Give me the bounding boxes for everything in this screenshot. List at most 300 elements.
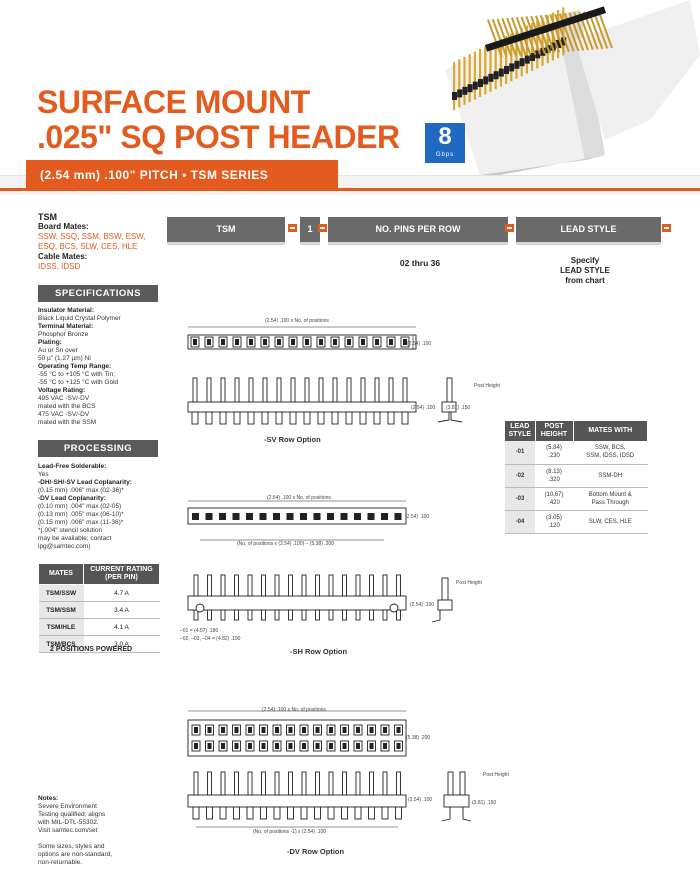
lead-cell-text: -04: [515, 518, 525, 525]
proc-key: -DV Lead Coplanarity:: [38, 495, 106, 502]
spec-key: Plating:: [38, 339, 62, 346]
lead-cell-text: (10.67): [544, 491, 564, 498]
dv-lead: [328, 807, 334, 819]
sh-lead: [329, 610, 333, 620]
lead-cell-text: SSW, BCS,: [594, 445, 626, 452]
lead-cell-text: (8.13): [546, 468, 562, 475]
sv-lead: [388, 412, 394, 424]
proc-value: Yes: [38, 471, 49, 478]
sh-end-pin: [442, 578, 448, 600]
spec-key: Insulator Material:: [38, 307, 94, 314]
photo-pin: [474, 52, 476, 100]
sh-lead: [208, 610, 212, 620]
sh-post-end: [381, 513, 388, 520]
sv-post: [263, 339, 267, 345]
post-height-cell: [535, 464, 573, 487]
photo-insulator: [494, 71, 499, 79]
dv-pin: [275, 772, 279, 795]
sv-pin: [319, 378, 323, 402]
series-name: TSM: [38, 212, 57, 222]
dv-end-foot: [442, 807, 471, 821]
sv-side-body: [188, 402, 416, 412]
sh-lead: [370, 610, 374, 620]
dv-pin: [235, 772, 239, 795]
sh-post-end: [287, 513, 294, 520]
dv-lead: [369, 807, 375, 819]
sv-post: [291, 339, 295, 345]
dv-end-body: [444, 795, 469, 807]
dim-538-dv: (5.38) .200: [406, 735, 431, 741]
table-row: [505, 464, 648, 487]
table-row: [39, 602, 160, 619]
dv-pin: [221, 772, 225, 795]
dv-lead: [396, 807, 402, 819]
pn-dash: [288, 224, 297, 232]
lead-cell-text: .420: [548, 499, 560, 506]
sh-pin: [370, 575, 374, 596]
spec-key: Terminal Material:: [38, 323, 94, 330]
lead-note-3: from chart: [565, 276, 605, 285]
dv-lead: [234, 807, 240, 819]
dv-lead: [274, 807, 280, 819]
spec-value: 475 VAC -SV/-DV: [38, 411, 90, 418]
sv-lead: [220, 412, 226, 424]
dv-post: [302, 743, 306, 749]
sv-lead: [304, 412, 310, 424]
sv-post: [347, 339, 351, 345]
dv-post: [221, 727, 225, 733]
dv-post: [235, 727, 239, 733]
sv-post: [319, 339, 323, 345]
rating-header-mates: MATES: [39, 564, 84, 585]
lead-cell-text: (5.84): [546, 445, 562, 452]
dv-post: [289, 727, 293, 733]
spec-value: Phosphor Bronze: [38, 331, 89, 338]
dv-post: [356, 743, 360, 749]
rating-value: 3.4 A: [84, 602, 160, 619]
table-row: [39, 585, 160, 602]
proc-key: Lead-Free Solderable:: [38, 463, 107, 470]
rating-mate: TSM/SSW: [39, 585, 84, 602]
dv-pin: [343, 772, 347, 795]
lead-cell-text: SSM, IDSS, IDSD: [586, 453, 635, 460]
notes-line: with MIL-DTL-55302.: [38, 819, 99, 826]
photo-insulator: [520, 58, 525, 66]
badge-sub: Gbps: [435, 152, 455, 158]
sh-lead: [383, 610, 387, 620]
photo-pin: [484, 46, 486, 94]
proc-value: (0.15 mm) .006" max (02-36)*: [38, 487, 124, 494]
sv-post: [305, 339, 309, 345]
dv-lead: [342, 807, 348, 819]
post-height-cell: [535, 441, 573, 464]
dv-post: [316, 743, 320, 749]
sh-post-end: [273, 513, 280, 520]
sh-pin: [397, 575, 401, 596]
rating-value: 3.0 A: [84, 636, 160, 653]
dv-post: [248, 743, 252, 749]
dv-post: [221, 743, 225, 749]
sv-pin: [375, 378, 379, 402]
dv-pin: [289, 772, 293, 795]
dim-254-dv: (2.54) .100: [408, 797, 433, 803]
dv-post: [356, 727, 360, 733]
dv-post: [370, 743, 374, 749]
notes-label: Notes:: [38, 795, 59, 802]
spec-value: Au or Sn over: [38, 347, 78, 354]
notes-line: Severe Environment: [38, 803, 97, 810]
notes-line: Testing qualified; aligns: [38, 811, 106, 818]
notes-line: options are non-standard,: [38, 851, 113, 858]
proc-value: *(.004" stencil solution: [38, 527, 103, 534]
sv-caption: -SV Row Option: [264, 435, 321, 444]
rating-header-current: CURRENT RATING (PER PIN): [84, 564, 160, 585]
sv-post: [333, 339, 337, 345]
lead-cell-text: (3.05): [546, 514, 562, 521]
badge-number: 8: [438, 123, 452, 150]
spec-value: Black Liquid Crystal Polymer: [38, 315, 121, 322]
sh-end-body: [438, 600, 452, 610]
current-rating-table: [38, 563, 160, 653]
dv-post: [383, 743, 387, 749]
sh-caption: -SH Row Option: [290, 647, 348, 656]
photo-insulator: [468, 84, 473, 92]
sv-post: [249, 339, 253, 345]
dv-post: [289, 743, 293, 749]
sv-lead: [192, 412, 198, 424]
pn-dash: [318, 224, 327, 232]
sv-pin: [277, 378, 281, 402]
photo-insulator: [514, 61, 519, 69]
lead-cell-text: Bottom Mount &: [588, 491, 632, 498]
dv-post: [194, 743, 198, 749]
sh-peg: [390, 604, 398, 612]
sh-post-end: [300, 513, 307, 520]
mates-with-cell: [573, 464, 648, 487]
dv-post: [329, 743, 333, 749]
sv-lead: [234, 412, 240, 424]
sv-end-foot: [438, 412, 462, 422]
sv-lead: [374, 412, 380, 424]
sv-pin: [389, 378, 393, 402]
lead-cell-text: .120: [548, 522, 560, 529]
sv-lead: [248, 412, 254, 424]
sh-lead: [302, 610, 306, 620]
sv-pin: [221, 378, 225, 402]
sh-lead: [397, 610, 401, 620]
proc-value: (0.10 mm) .004" max (02-05): [38, 503, 122, 510]
notes-line: Some sizes, styles and: [38, 843, 105, 850]
sh-side-body: [188, 596, 406, 610]
proc-value: (0.15 mm) .006" max (11-36)*: [38, 519, 124, 526]
dv-end-pin: [460, 772, 465, 795]
sv-lead: [276, 412, 282, 424]
dv-post: [397, 727, 401, 733]
lead-cell-text: SLW, CES, HLE: [588, 518, 632, 525]
dv-post: [235, 743, 239, 749]
title-line-1: SURFACE MOUNT: [37, 84, 310, 120]
notes-line: Visit samtec.com/set: [38, 827, 98, 834]
dv-post: [397, 743, 401, 749]
sv-lead: [346, 412, 352, 424]
sv-post: [389, 339, 393, 345]
sv-pin: [291, 378, 295, 402]
photo-pin: [458, 59, 460, 107]
photo-insulator: [452, 92, 457, 100]
sh-pin: [235, 575, 239, 596]
sh-pin: [262, 575, 266, 596]
dv-post: [316, 727, 320, 733]
photo-insulator: [478, 79, 483, 87]
rating-mate: TSM/BCS: [39, 636, 84, 653]
proc-value: (0.13 mm) .005" max (06-10)*: [38, 511, 124, 518]
dim-381-dv: (3.81) .150: [472, 800, 497, 806]
dim-254-sv: (2.54) .100: [407, 341, 432, 347]
lead-cell-text: Pass Through: [591, 499, 629, 506]
table-row: [505, 487, 648, 510]
dv-caption: -DV Row Option: [287, 847, 345, 856]
spec-value: 50 µ" (1.27 µm) Ni: [38, 355, 91, 362]
lead-header-height: POST HEIGHT: [535, 421, 573, 441]
pn-rows-box: 1: [300, 217, 320, 242]
lead-cell-text: .230: [548, 453, 560, 460]
dv-lead: [301, 807, 307, 819]
photo-insulator: [488, 74, 493, 82]
dim-381-sv: (3.81) .150: [446, 405, 471, 411]
dv-pin: [356, 772, 360, 795]
board-mates-2: ESQ, BCS, SLW, CES, HLE: [38, 242, 138, 251]
sh-pin: [302, 575, 306, 596]
notes-block: [38, 795, 158, 867]
photo-pin: [479, 49, 481, 97]
lead-style-cell: [505, 441, 535, 464]
sh-pin: [194, 575, 198, 596]
sv-pin: [263, 378, 267, 402]
pn-dash: [505, 224, 514, 232]
rating-note: 2 POSITIONS POWERED: [50, 646, 133, 653]
processing-heading: PROCESSING: [38, 440, 158, 457]
sh-pin: [275, 575, 279, 596]
lead-cell-text: SSM-DH: [598, 472, 623, 479]
dv-side-body: [188, 795, 406, 807]
spec-value: 495 VAC -SV/-DV: [38, 395, 90, 402]
dv-post: [262, 743, 266, 749]
table-row: [505, 441, 648, 464]
board-mates-label: Board Mates:: [38, 222, 89, 231]
lead-cell-text: -03: [515, 495, 525, 502]
mates-with-cell: [573, 487, 648, 510]
dv-lead: [261, 807, 267, 819]
sh-lead: [235, 610, 239, 620]
cable-mates-label: Cable Mates:: [38, 252, 88, 261]
sv-lead: [332, 412, 338, 424]
sv-post: [221, 339, 225, 345]
sv-pin: [207, 378, 211, 402]
dim-post-height-sh: Post Height: [456, 580, 482, 586]
sh-end-foot: [432, 610, 440, 622]
pn-underline: [167, 242, 285, 245]
pn-underline: [328, 242, 508, 245]
dv-post: [302, 727, 306, 733]
dv-post: [370, 727, 374, 733]
sh-post-end: [260, 513, 267, 520]
dv-post: [343, 727, 347, 733]
photo-insulator: [499, 69, 504, 77]
pn-pins-box: NO. PINS PER ROW: [328, 217, 508, 242]
sh-pin: [356, 575, 360, 596]
board-mates-1: SSW, SSQ, SSM, BSW, ESW,: [38, 232, 146, 241]
pn-underline: [516, 242, 661, 245]
sh-pin: [316, 575, 320, 596]
sv-pin: [249, 378, 253, 402]
dv-post: [262, 727, 266, 733]
photo-pin: [463, 57, 465, 105]
pn-underline: [300, 242, 320, 245]
sh-pin: [221, 575, 225, 596]
mates-with-cell: [573, 441, 648, 464]
lead-header-mates: MATES WITH: [573, 421, 648, 441]
mates-block: [38, 212, 168, 272]
sh-post-end: [314, 513, 321, 520]
dv-post: [343, 743, 347, 749]
sh-post-end: [327, 513, 334, 520]
dv-lead: [207, 807, 213, 819]
dim-sh-lead2: –02, –03, –04 = (4.82) .190: [180, 636, 241, 642]
lead-note: [540, 256, 630, 286]
sv-post: [193, 339, 197, 345]
pitch-banner: (2.54 mm) .100" PITCH • TSM SERIES: [26, 160, 338, 190]
photo-pin: [489, 44, 491, 92]
dv-post: [248, 727, 252, 733]
sh-peg: [196, 604, 204, 612]
dim-sh-lead: –01 = (4.57) .180: [180, 628, 219, 634]
sh-lead: [316, 610, 320, 620]
lead-style-cell: [505, 464, 535, 487]
dv-lead: [288, 807, 294, 819]
dv-post: [329, 727, 333, 733]
dv-post: [208, 743, 212, 749]
pn-dash: [662, 224, 671, 232]
proc-value: may be available; contact: [38, 535, 112, 542]
photo-insulator: [462, 87, 467, 95]
lead-header-style: LEAD STYLE: [505, 421, 535, 441]
rating-value: 4.7 A: [84, 585, 160, 602]
spec-key: Operating Temp Range:: [38, 363, 112, 370]
spec-value: mated with the BCS: [38, 403, 96, 410]
sh-lead: [275, 610, 279, 620]
dv-pin: [248, 772, 252, 795]
sh-pin: [208, 575, 212, 596]
sv-end-pin: [447, 378, 452, 402]
dv-pin: [397, 772, 401, 795]
photo-insulator: [457, 89, 462, 97]
lead-note-2: LEAD STYLE: [560, 266, 610, 275]
sv-lead: [262, 412, 268, 424]
dv-lead: [193, 807, 199, 819]
dim-254-sv2: (2.54) .100: [411, 405, 436, 411]
pn-lead-box: LEAD STYLE: [516, 217, 661, 242]
sh-lead: [289, 610, 293, 620]
sh-lead: [356, 610, 360, 620]
lead-style-cell: [505, 487, 535, 510]
specifications-heading: SPECIFICATIONS: [38, 285, 158, 302]
sh-pin: [289, 575, 293, 596]
sh-post-end: [206, 513, 213, 520]
dim-post-height-sv: Post Height: [474, 383, 500, 389]
sv-post: [207, 339, 211, 345]
sv-post: [277, 339, 281, 345]
dv-pin: [262, 772, 266, 795]
rating-value: 4.1 A: [84, 619, 160, 636]
rating-mate: TSM/SSM: [39, 602, 84, 619]
dv-post: [208, 727, 212, 733]
sh-post-end: [395, 513, 402, 520]
lead-cell-text: -02: [515, 472, 525, 479]
sv-post: [375, 339, 379, 345]
processing-list: [38, 463, 168, 551]
dim-post-height-dv: Post Height: [483, 772, 509, 778]
notes-line: non-returnable.: [38, 859, 83, 866]
lead-cell-text: .320: [548, 476, 560, 483]
post-height-cell: [535, 487, 573, 510]
dv-lead: [355, 807, 361, 819]
sh-lead: [343, 610, 347, 620]
dv-lead: [220, 807, 226, 819]
sh-pin: [383, 575, 387, 596]
sv-pin: [403, 378, 407, 402]
dim-dv-bottom: (No. of positions -1) x (2.54) .100: [253, 829, 327, 835]
sh-post-end: [246, 513, 253, 520]
photo-insulator: [525, 56, 530, 64]
lead-cell-text: -01: [515, 449, 525, 456]
sv-pin: [361, 378, 365, 402]
cable-mates: IDSS, IDSD: [38, 262, 81, 271]
table-row: [39, 619, 160, 636]
sv-lead: [402, 412, 408, 424]
spec-value: -55 °C to +125 °C with Gold: [38, 379, 119, 386]
title-line-2: .025" SQ POST HEADER: [37, 119, 400, 155]
sh-post-end: [233, 513, 240, 520]
dv-post: [275, 727, 279, 733]
dim-254-sh: (2.54) .100: [405, 514, 430, 520]
pn-series-box: TSM: [167, 217, 285, 242]
mates-with-cell: [573, 510, 648, 533]
sh-post-end: [354, 513, 361, 520]
pins-range: 02 thru 36: [399, 258, 441, 268]
speed-badge: [425, 123, 465, 163]
dv-post: [275, 743, 279, 749]
lead-note-1: Specify: [570, 256, 600, 265]
dv-lead: [382, 807, 388, 819]
sh-post-end: [219, 513, 226, 520]
photo-insulator: [509, 63, 514, 71]
dv-pin: [370, 772, 374, 795]
dv-post: [383, 727, 387, 733]
spec-key: Voltage Rating:: [38, 387, 86, 394]
sh-post-end: [192, 513, 199, 520]
specifications-list: [38, 307, 168, 427]
sh-lead: [221, 610, 225, 620]
dim-sh-bottom: (No. of positions x (2.54) .100) – (5.38) .200: [237, 541, 334, 547]
sh-pin: [329, 575, 333, 596]
photo-pin: [469, 54, 471, 102]
dv-pin: [329, 772, 333, 795]
dv-pin: [208, 772, 212, 795]
proc-value: ipg@samtec.com): [38, 543, 91, 550]
photo-pin: [453, 62, 455, 110]
dim-positions-sh: (2.54) .100 x No. of positions: [267, 495, 331, 501]
sh-lead: [248, 610, 252, 620]
